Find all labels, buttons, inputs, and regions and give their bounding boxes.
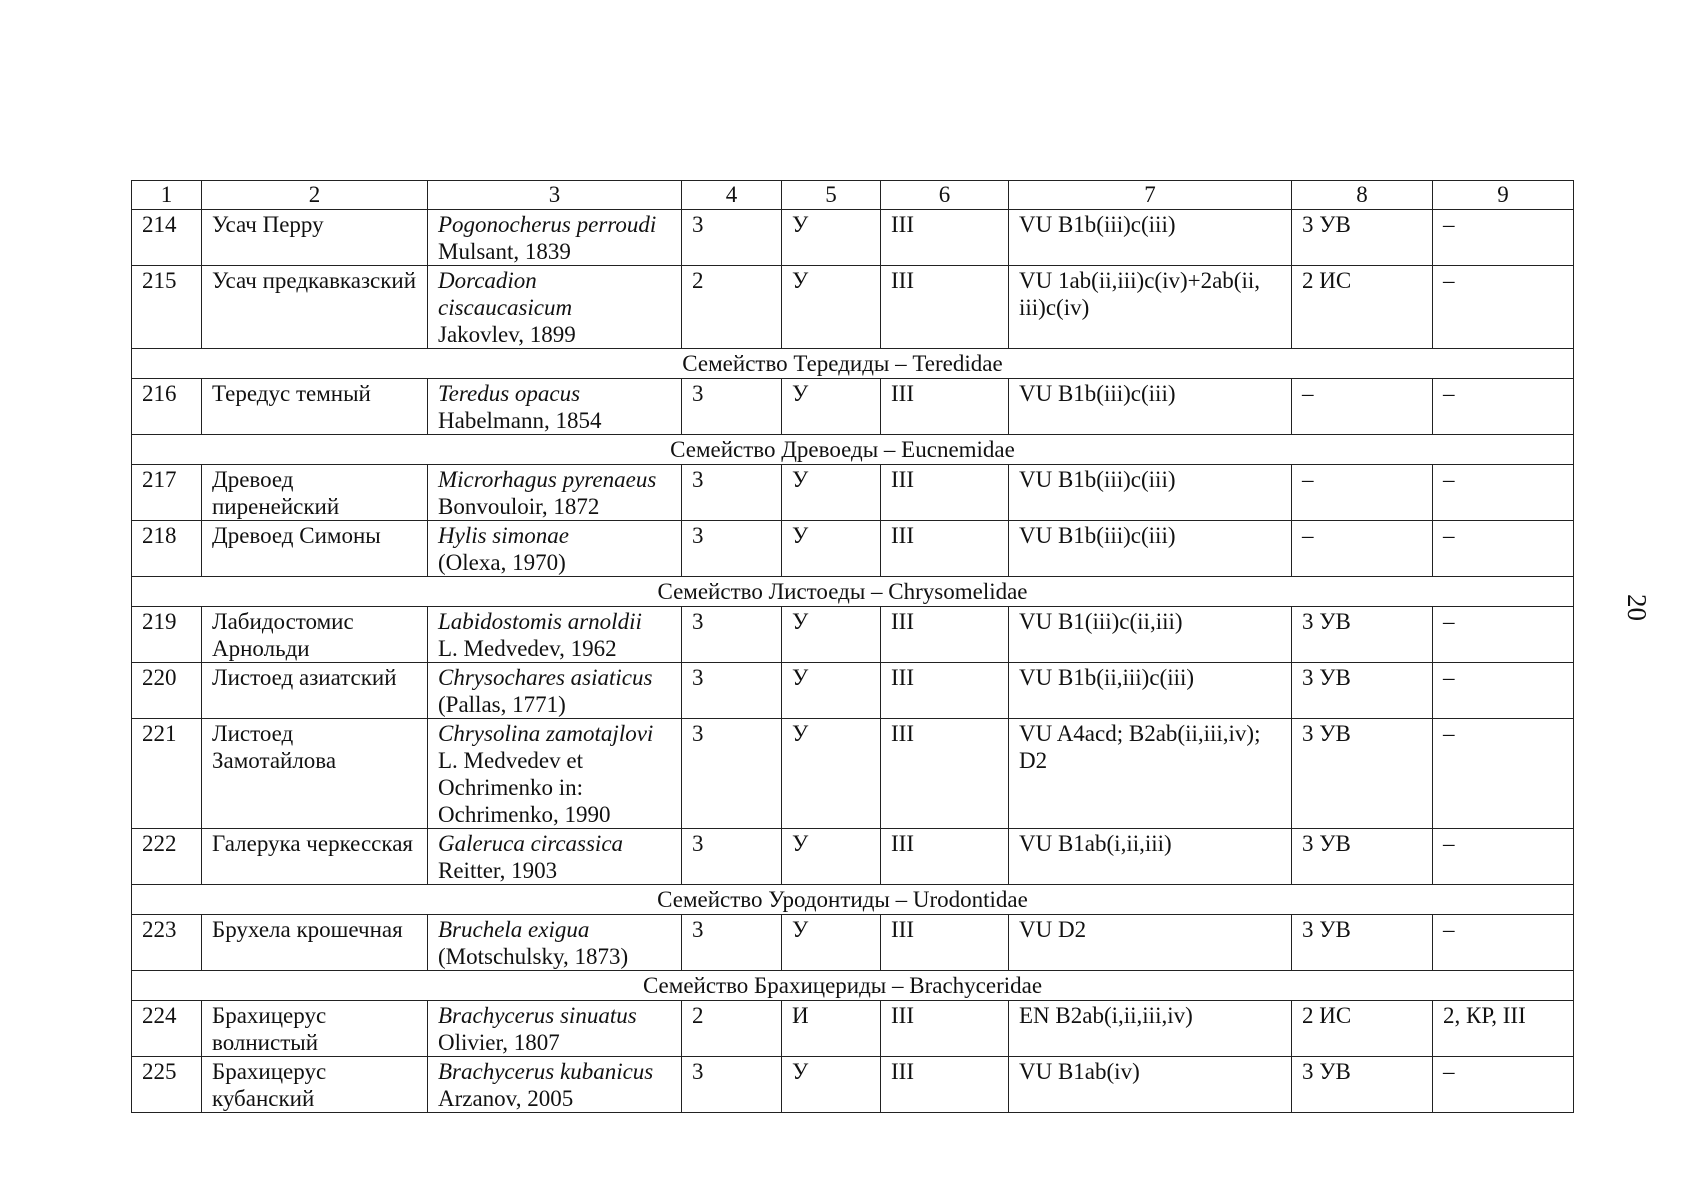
scientific-name xyxy=(428,210,682,266)
author-citation: Habelmann, 1854 xyxy=(438,408,602,433)
latin-binomial: Brachycerus kubanicus xyxy=(438,1059,654,1084)
author-citation: (Pallas, 1771) xyxy=(438,692,566,717)
region-cell: III xyxy=(881,607,1009,663)
category-cell: 2 xyxy=(682,266,782,349)
family-row xyxy=(132,971,1574,1001)
rf-category-cell: – xyxy=(1292,521,1433,577)
row-number: 220 xyxy=(132,663,202,719)
scientific-name xyxy=(428,379,682,435)
russian-name: Лабидостомис Арнольди xyxy=(202,607,428,663)
category-cell: 3 xyxy=(682,663,782,719)
rf-category-cell: 2 ИС xyxy=(1292,266,1433,349)
iucn-criteria-cell: VU A4acd; B2ab(ii,iii,iv); D2 xyxy=(1009,719,1292,829)
row-number: 214 xyxy=(132,210,202,266)
species-row xyxy=(132,829,1574,885)
russian-name: Тередус темный xyxy=(202,379,428,435)
row-number: 221 xyxy=(132,719,202,829)
author-citation: Jakovlev, 1899 xyxy=(438,322,576,347)
global-category-cell: – xyxy=(1433,266,1574,349)
status-cell: У xyxy=(782,379,881,435)
global-category-cell: – xyxy=(1433,1057,1574,1113)
status-cell: У xyxy=(782,465,881,521)
category-cell: 3 xyxy=(682,829,782,885)
iucn-criteria-cell: VU 1ab(ii,iii)c(iv)+2ab(ii, iii)c(iv) xyxy=(1009,266,1292,349)
russian-name: Листоед азиатский xyxy=(202,663,428,719)
row-number: 224 xyxy=(132,1001,202,1057)
global-category-cell: – xyxy=(1433,719,1574,829)
status-cell: И xyxy=(782,1001,881,1057)
status-cell: У xyxy=(782,663,881,719)
rf-category-cell: – xyxy=(1292,379,1433,435)
header-cell: 8 xyxy=(1292,181,1433,210)
iucn-criteria-cell: VU B1b(iii)c(iii) xyxy=(1009,521,1292,577)
page-number: 20 xyxy=(1622,594,1652,621)
family-name: Семейство Уродонтиды – Urodontidae xyxy=(657,887,1028,912)
global-category-cell: – xyxy=(1433,829,1574,885)
author-citation: Arzanov, 2005 xyxy=(438,1086,574,1111)
category-cell: 3 xyxy=(682,521,782,577)
latin-binomial: Bruchela exigua xyxy=(438,917,590,942)
species-row xyxy=(132,1057,1574,1113)
family-row xyxy=(132,349,1574,379)
family-name: Семейство Брахицериды – Brachyceridae xyxy=(642,973,1043,998)
global-category-cell: – xyxy=(1433,915,1574,971)
iucn-criteria-cell: VU B1b(iii)c(iii) xyxy=(1009,210,1292,266)
region-cell: III xyxy=(881,379,1009,435)
family-name: Семейство Тередиды – Teredidae xyxy=(682,351,1003,376)
russian-name: Брухела крошечная xyxy=(202,915,428,971)
scientific-name xyxy=(428,607,682,663)
latin-binomial: Pogonocherus perroudi xyxy=(438,212,657,237)
row-number: 223 xyxy=(132,915,202,971)
status-cell: У xyxy=(782,521,881,577)
latin-binomial: Microrhagus pyrenaeus xyxy=(438,467,657,492)
region-cell: III xyxy=(881,719,1009,829)
category-cell: 3 xyxy=(682,607,782,663)
row-number: 219 xyxy=(132,607,202,663)
family-cell xyxy=(132,577,1574,607)
category-cell: 2 xyxy=(682,1001,782,1057)
row-number: 216 xyxy=(132,379,202,435)
russian-name: Брахицерус волнистый xyxy=(202,1001,428,1057)
iucn-criteria-cell: VU B1b(ii,iii)c(iii) xyxy=(1009,663,1292,719)
status-cell: У xyxy=(782,829,881,885)
global-category-cell: – xyxy=(1433,379,1574,435)
row-number: 215 xyxy=(132,266,202,349)
iucn-criteria-cell: VU B1(iii)c(ii,iii) xyxy=(1009,607,1292,663)
family-row xyxy=(132,885,1574,915)
iucn-criteria-cell: VU B1ab(i,ii,iii) xyxy=(1009,829,1292,885)
author-citation: (Motschulsky, 1873) xyxy=(438,944,629,969)
family-row xyxy=(132,435,1574,465)
latin-binomial: Teredus opacus xyxy=(438,381,581,406)
global-category-cell: – xyxy=(1433,607,1574,663)
global-category-cell: – xyxy=(1433,465,1574,521)
global-category-cell: – xyxy=(1433,663,1574,719)
region-cell: III xyxy=(881,1001,1009,1057)
table-body xyxy=(132,181,1574,1113)
status-cell: У xyxy=(782,719,881,829)
region-cell: III xyxy=(881,829,1009,885)
header-cell: 9 xyxy=(1433,181,1574,210)
family-cell xyxy=(132,349,1574,379)
russian-name: Усач Перру xyxy=(202,210,428,266)
rf-category-cell: – xyxy=(1292,465,1433,521)
iucn-criteria-cell: VU B1b(iii)c(iii) xyxy=(1009,379,1292,435)
latin-binomial: Chrysolina zamotajlovi xyxy=(438,721,654,746)
scientific-name xyxy=(428,521,682,577)
russian-name: Галерука черкесская xyxy=(202,829,428,885)
region-cell: III xyxy=(881,465,1009,521)
region-cell: III xyxy=(881,915,1009,971)
scientific-name xyxy=(428,915,682,971)
iucn-criteria-cell: EN B2ab(i,ii,iii,iv) xyxy=(1009,1001,1292,1057)
status-cell: У xyxy=(782,607,881,663)
region-cell: III xyxy=(881,210,1009,266)
rf-category-cell: 3 УВ xyxy=(1292,210,1433,266)
rf-category-cell: 3 УВ xyxy=(1292,1057,1433,1113)
region-cell: III xyxy=(881,521,1009,577)
latin-binomial: Galeruca circassica xyxy=(438,831,624,856)
latin-binomial: Brachycerus sinuatus xyxy=(438,1003,637,1028)
family-row xyxy=(132,577,1574,607)
header-cell: 7 xyxy=(1009,181,1292,210)
author-citation: Reitter, 1903 xyxy=(438,858,558,883)
rf-category-cell: 3 УВ xyxy=(1292,607,1433,663)
species-row xyxy=(132,915,1574,971)
family-cell xyxy=(132,971,1574,1001)
species-row xyxy=(132,1001,1574,1057)
latin-binomial: Hylis simonae xyxy=(438,523,569,548)
row-number: 222 xyxy=(132,829,202,885)
species-row xyxy=(132,465,1574,521)
header-cell: 1 xyxy=(132,181,202,210)
scientific-name xyxy=(428,719,682,829)
status-cell: У xyxy=(782,915,881,971)
status-cell: У xyxy=(782,1057,881,1113)
scientific-name xyxy=(428,1057,682,1113)
status-cell: У xyxy=(782,210,881,266)
species-row xyxy=(132,663,1574,719)
family-cell xyxy=(132,435,1574,465)
family-cell xyxy=(132,885,1574,915)
russian-name: Брахицерус кубанский xyxy=(202,1057,428,1113)
author-citation: L. Medvedev et Ochrimenko in: Ochrimenko, 1990 xyxy=(438,748,611,827)
family-name: Семейство Древоеды – Eucnemidae xyxy=(670,437,1015,462)
header-cell: 2 xyxy=(202,181,428,210)
species-table xyxy=(131,180,1574,1113)
species-row xyxy=(132,266,1574,349)
scientific-name xyxy=(428,829,682,885)
latin-binomial: Chrysochares asiaticus xyxy=(438,665,653,690)
region-cell: III xyxy=(881,1057,1009,1113)
author-citation: Bonvouloir, 1872 xyxy=(438,494,600,519)
iucn-criteria-cell: VU B1b(iii)c(iii) xyxy=(1009,465,1292,521)
category-cell: 3 xyxy=(682,1057,782,1113)
row-number: 218 xyxy=(132,521,202,577)
rf-category-cell: 3 УВ xyxy=(1292,719,1433,829)
category-cell: 3 xyxy=(682,915,782,971)
scientific-name xyxy=(428,266,682,349)
rf-category-cell: 3 УВ xyxy=(1292,663,1433,719)
species-row xyxy=(132,210,1574,266)
species-row xyxy=(132,521,1574,577)
species-row xyxy=(132,607,1574,663)
rf-category-cell: 3 УВ xyxy=(1292,915,1433,971)
species-row xyxy=(132,379,1574,435)
family-name: Семейство Листоеды – Chrysomelidae xyxy=(657,579,1028,604)
species-row xyxy=(132,719,1574,829)
author-citation: L. Medvedev, 1962 xyxy=(438,636,617,661)
rf-category-cell: 3 УВ xyxy=(1292,829,1433,885)
category-cell: 3 xyxy=(682,465,782,521)
header-cell: 4 xyxy=(682,181,782,210)
scientific-name xyxy=(428,1001,682,1057)
header-cell: 5 xyxy=(782,181,881,210)
iucn-criteria-cell: VU B1ab(iv) xyxy=(1009,1057,1292,1113)
author-citation: Olivier, 1807 xyxy=(438,1030,560,1055)
russian-name: Древоед пиренейский xyxy=(202,465,428,521)
header-cell: 3 xyxy=(428,181,682,210)
row-number: 217 xyxy=(132,465,202,521)
russian-name: Древоед Симоны xyxy=(202,521,428,577)
global-category-cell: 2, КР, III xyxy=(1433,1001,1574,1057)
category-cell: 3 xyxy=(682,719,782,829)
status-cell: У xyxy=(782,266,881,349)
scientific-name xyxy=(428,663,682,719)
header-row xyxy=(132,181,1574,210)
iucn-criteria-cell: VU D2 xyxy=(1009,915,1292,971)
author-citation: Mulsant, 1839 xyxy=(438,239,571,264)
global-category-cell: – xyxy=(1433,210,1574,266)
global-category-cell: – xyxy=(1433,521,1574,577)
region-cell: III xyxy=(881,266,1009,349)
category-cell: 3 xyxy=(682,210,782,266)
rf-category-cell: 2 ИС xyxy=(1292,1001,1433,1057)
author-citation: (Olexa, 1970) xyxy=(438,550,566,575)
region-cell: III xyxy=(881,663,1009,719)
latin-binomial: Labidostomis arnoldii xyxy=(438,609,642,634)
row-number: 225 xyxy=(132,1057,202,1113)
latin-binomial: Dorcadion ciscaucasicum xyxy=(438,268,573,320)
russian-name: Усач предкавказский xyxy=(202,266,428,349)
scientific-name xyxy=(428,465,682,521)
russian-name: Листоед Замотайлова xyxy=(202,719,428,829)
header-cell: 6 xyxy=(881,181,1009,210)
category-cell: 3 xyxy=(682,379,782,435)
